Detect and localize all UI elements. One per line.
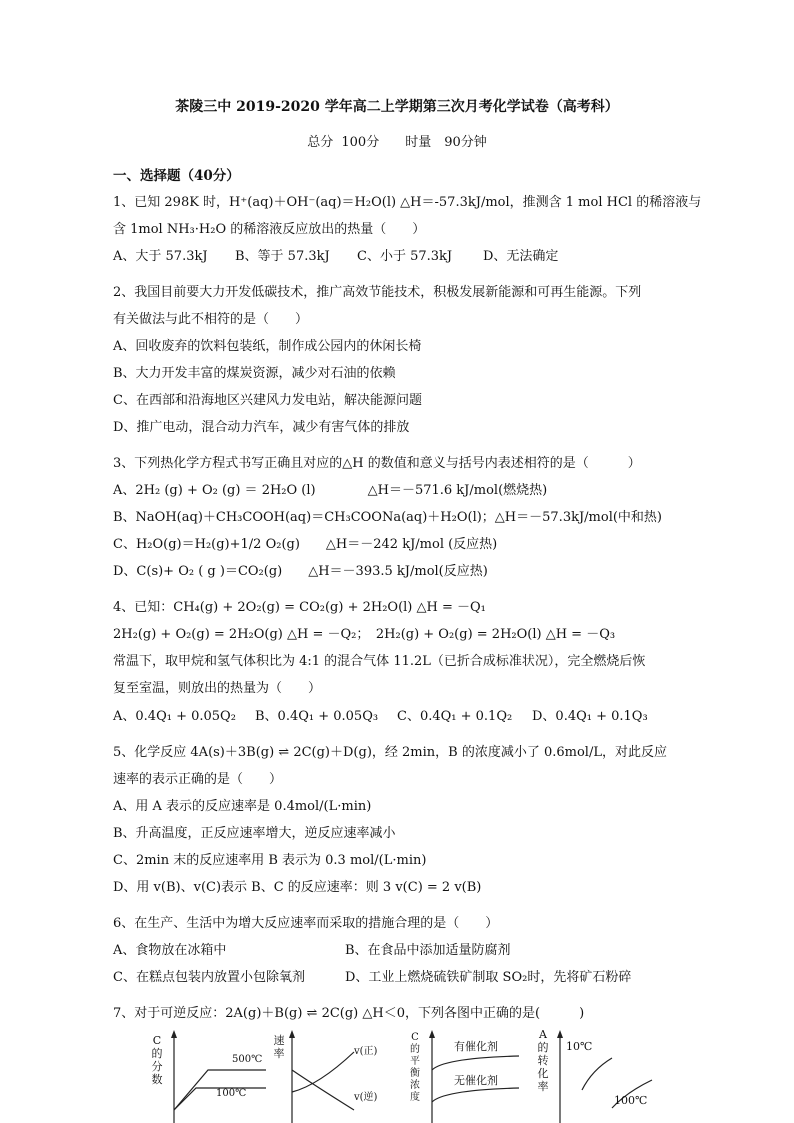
q7-figure-4 [536,1030,661,1123]
q4-option-d: D、0.4Q₁ + 0.1Q₃ [532,709,648,724]
fig3-label-bottom: 无催化剂 [454,1074,498,1087]
fig1-graph [166,1030,270,1123]
fig1-ylabel: C 的 分 数 [151,1034,163,1086]
q3-option-c: C、H₂O(g)＝H₂(g)+1/2 O₂(g) △H＝－242 kJ/mol (反应热) [113,537,498,552]
fig2-ylabel: 速 率 [273,1034,285,1060]
q2-stem-line1: 2、我国目前要大力开发低碳技术，推广高效节能技术，积极发展新能源和可再生能源。下列 [113,285,642,300]
fig2-curve-reverse [292,1070,354,1110]
q6-option-a: A、食物放在冰箱中 [113,943,227,958]
q1-stem-line2: 含 1mol NH₃·H₂O 的稀溶液反应放出的热量（ ） [113,222,426,237]
q6-options-row2 [113,969,631,987]
q4-option-c: C、0.4Q₁ + 0.1Q₂ [397,709,513,724]
fig2-curve-forward [292,1052,354,1092]
q7-figure-2 [272,1030,387,1123]
q4-stem-line2: 2H₂(g) + O₂(g) = 2H₂O(g) △H = －Q₂； 2H₂(g) + O₂(g) = 2H₂O(l) △H = －Q₃ [113,627,616,642]
fig1-label-bottom: 100℃ [216,1088,247,1099]
fig2-label-bottom: v(逆) [354,1092,378,1103]
q2-option-b: B、大力开发丰富的煤炭资源，减少对石油的依赖 [113,366,396,381]
q5-option-c: C、2min 末的反应速率用 B 表示为 0.3 mol/(L·min) [113,853,427,868]
fig3-curve-catalyst [432,1056,519,1070]
q2-option-c: C、在西部和沿海地区兴建风力发电站，解决能源问题 [113,393,422,408]
fig2-graph [284,1030,358,1123]
q6-option-b: B、在食品中添加适量防腐剂 [345,943,511,958]
fig3-curve-no-catalyst [432,1088,519,1102]
q3-stem: 3、下列热化学方程式书写正确且对应的△H 的数值和意义与括号内表述相符的是（ ） [113,456,641,471]
fig4-curve-10 [582,1058,612,1090]
q1-option-d: D、无法确定 [483,249,559,264]
q3-option-b: B、NaOH(aq)＋CH₃COOH(aq)＝CH₃COONa(aq)＋H₂O(l)；△H＝－57.3kJ/mol(中和热) [113,510,663,525]
fig2-label-top: v(正) [354,1046,378,1057]
q5-option-d: D、用 v(B)、v(C)表示 B、C 的反应速率：则 3 v(C) = 2 v(B) [113,880,482,895]
q2-option-a: A、回收废弃的饮料包装纸，制作成公园内的休闲长椅 [113,339,422,354]
fig2-y-arrow [289,1030,295,1038]
q5-option-a: A、用 A 表示的反应速率是 0.4mol/(L·min) [113,799,372,814]
q1-option-a: A、大于 57.3kJ [113,249,208,264]
fig4-label-top: 10℃ [566,1040,593,1053]
q5-option-b: B、升高温度，正反应速率增大，逆反应速率减小 [113,826,396,841]
q5-stem-line1: 5、化学反应 4A(s)＋3B(g) ⇌ 2C(g)＋D(g)，经 2min，B 的浓度减小了 0.6mol/L，对此反应 [113,745,667,760]
q6-options-row1 [113,942,511,960]
fig4-label-bottom: 100℃ [614,1094,648,1107]
fig1-label-top: 500℃ [232,1054,263,1065]
q1-options [113,248,558,266]
q4-stem-line4: 复至室温，则放出的热量为（ ） [113,681,322,696]
q4-option-a: A、0.4Q₁ + 0.05Q₂ [113,709,236,724]
q3-option-d: D、C(s)+ O₂ ( g )＝CO₂(g) △H＝－393.5 kJ/mol(反应热) [113,564,488,579]
q4-stem-line1: 4、已知：CH₄(g) + 2O₂(g) = CO₂(g) + 2H₂O(l) △H = －Q₁ [113,600,486,615]
q4-options [113,708,648,726]
q5-stem-line2: 速率的表示正确的是（ ） [113,772,283,787]
fig1-y-arrow [171,1030,177,1038]
exam-subtitle: 总分 100分 时量 90分钟 [307,135,487,150]
fig4-y-arrow [557,1030,563,1038]
q4-stem-line3: 常温下，取甲烷和氢气体积比为 4:1 的混合气体 11.2L（已折合成标准状况），完全燃烧后恢 [113,654,646,669]
section-heading: 一、选择题（40分） [113,168,240,184]
exam-title: 茶陵三中 2019-2020 学年高二上学期第三次月考化学试卷（高考科） [175,99,619,115]
q2-stem-line2: 有关做法与此不相符的是（ ） [113,312,309,327]
fig3-ylabel: C 的 平 衡 浓 度 [410,1032,420,1103]
q2-option-d: D、推广电动，混合动力汽车，减少有害气体的排放 [113,420,410,435]
fig3-label-top: 有催化剂 [454,1040,498,1053]
q7-figure-1 [150,1030,270,1123]
fig4-ylabel: A 的 转 化 率 [537,1028,549,1093]
q1-option-c: C、小于 57.3kJ [357,249,453,264]
q3-option-a: A、2H₂ (g) + O₂ (g) ＝ 2H₂O (l) △H＝－571.6 kJ/mol(燃烧热) [113,483,548,498]
fig3-y-arrow [429,1030,435,1038]
q4-option-b: B、0.4Q₁ + 0.05Q₃ [255,709,379,724]
q1-stem-line1: 1、已知 298K 时，H⁺(aq)＋OH⁻(aq)＝H₂O(l) △H＝-57.3kJ/mol，推测含 1 mol HCl 的稀溶液与 [113,195,702,210]
q6-option-d: D、工业上燃烧硫铁矿制取 SO₂时，先将矿石粉碎 [345,970,632,985]
q6-stem: 6、在生产、生活中为增大反应速率而采取的措施合理的是（ ） [113,916,499,931]
q7-figure-3 [408,1030,523,1123]
q7-stem: 7、对于可逆反应：2A(g)＋B(g) ⇌ 2C(g) △H＜0，下列各图中正确的是( ) [113,1006,585,1021]
q6-option-c: C、在糕点包装内放置小包除氧剂 [113,970,305,985]
q1-option-b: B、等于 57.3kJ [235,249,330,264]
